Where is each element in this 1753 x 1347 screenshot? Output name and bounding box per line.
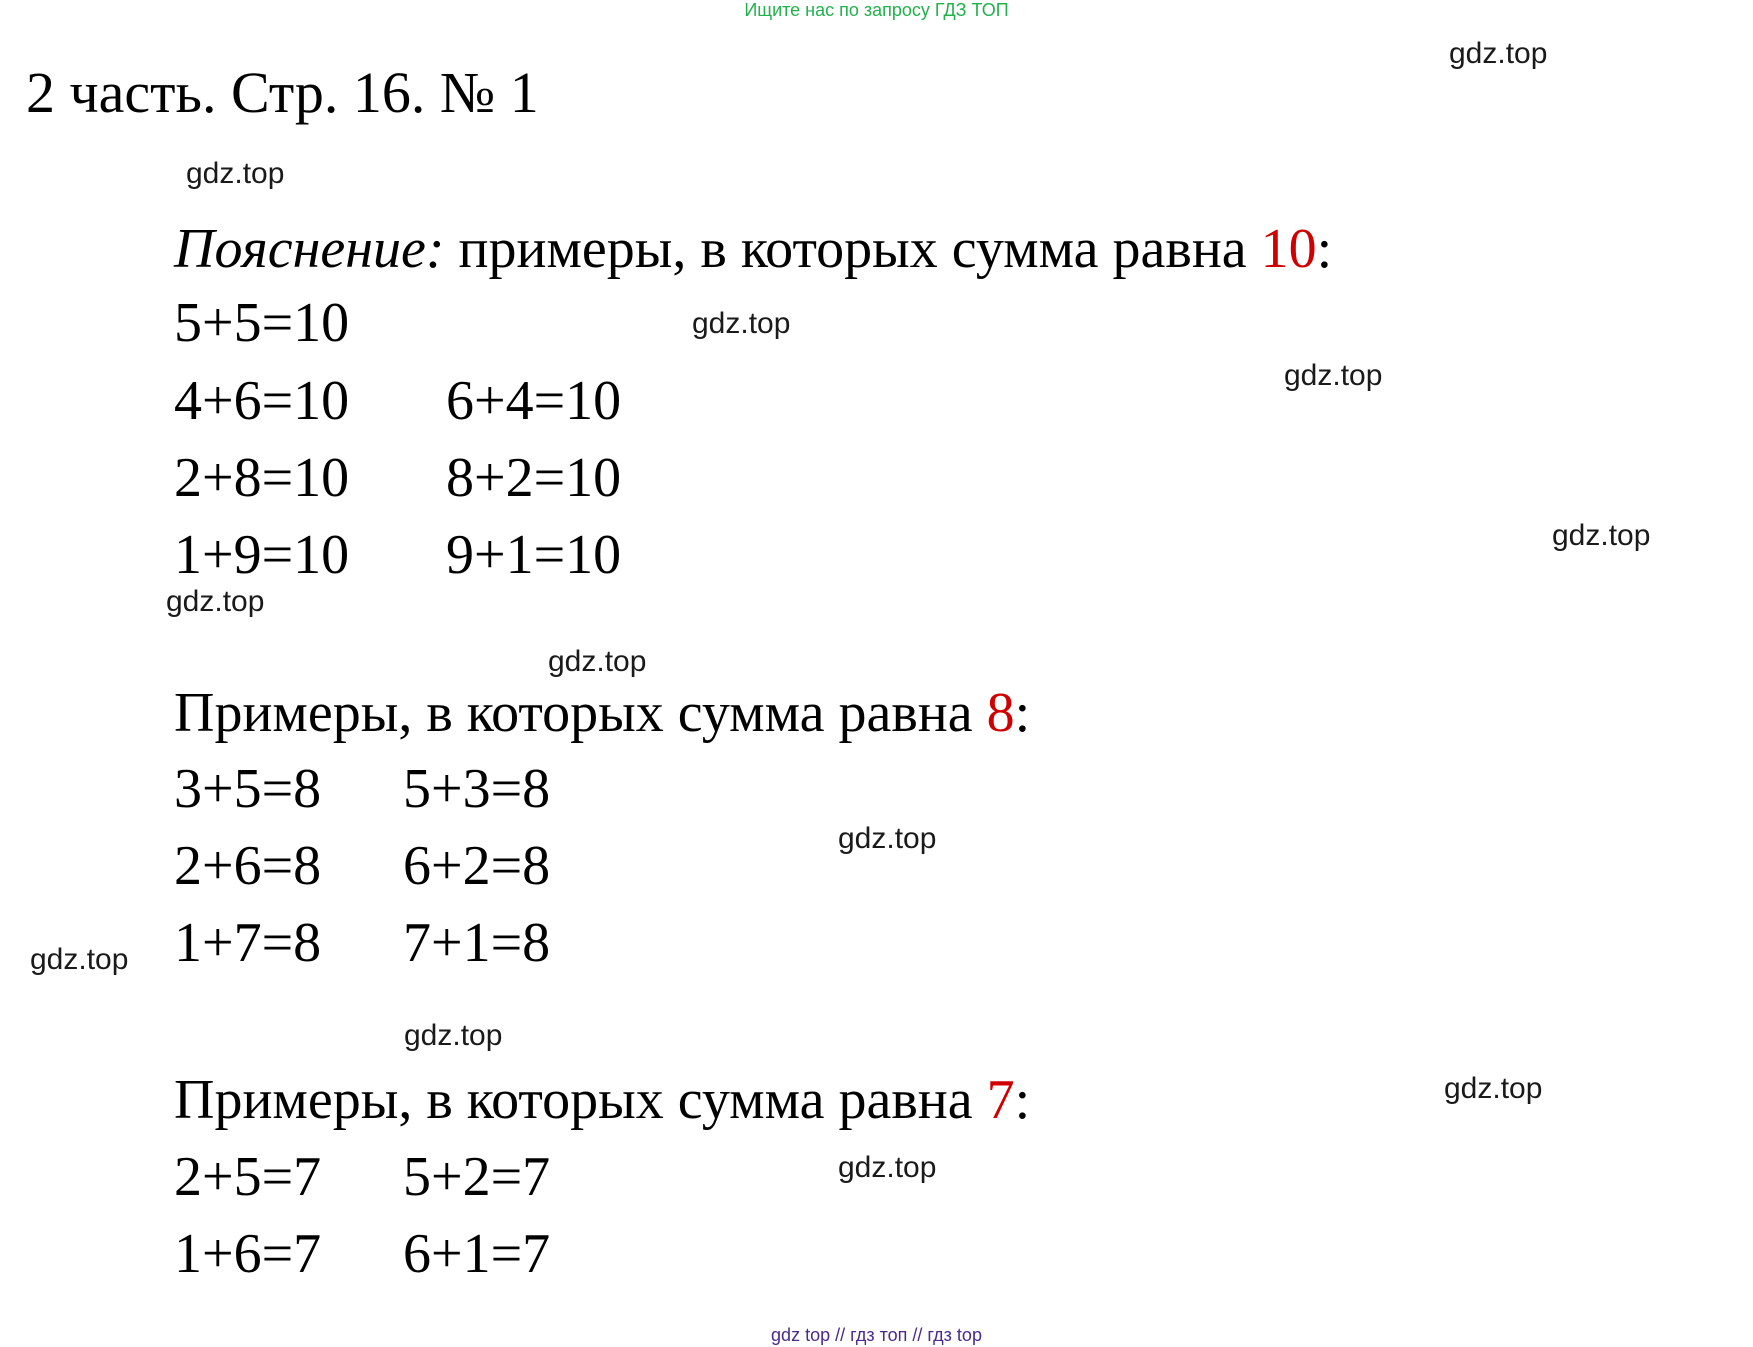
equation: 1+6=7 [174,1223,322,1285]
watermark: gdz.top [1284,359,1383,392]
equation: 6+4=10 [446,370,622,432]
equation: 5+5=10 [174,292,350,354]
watermark: gdz.top [838,822,937,855]
section-8-heading [174,680,1030,746]
section-7-heading [174,1067,1030,1133]
watermark: gdz.top [404,1019,503,1052]
section-8-number: 8 [986,682,1015,744]
explanation-label: Пояснение: [174,218,445,280]
watermark: gdz.top [1444,1072,1543,1105]
equation: 5+2=7 [403,1146,551,1208]
equation: 2+6=8 [174,835,322,897]
section-7-text: Примеры, в которых сумма равна [174,1069,987,1131]
watermark: gdz.top [30,943,129,976]
watermark: gdz.top [186,157,285,190]
equation: 6+2=8 [403,835,551,897]
watermark: gdz.top [166,585,265,618]
section-10-number: 10 [1260,218,1317,280]
section-10-colon: : [1316,218,1333,280]
equation: 1+7=8 [174,912,322,974]
watermark: gdz.top [548,645,647,678]
section-10-heading [174,216,1332,282]
footer-links: gdz top // гдз топ // гдз top [771,1325,982,1345]
equation: 6+1=7 [403,1223,551,1285]
section-8-colon: : [1014,682,1031,744]
equation: 5+3=8 [403,758,551,820]
top-note: Ищите нас по запросу ГДЗ ТОП [744,0,1009,20]
equation: 2+5=7 [174,1146,322,1208]
watermark: gdz.top [692,307,791,340]
section-8-text: Примеры, в которых сумма равна [174,682,987,744]
page-title: 2 часть. Стр. 16. № 1 [26,60,539,125]
watermark: gdz.top [838,1151,937,1184]
section-7-colon: : [1014,1069,1031,1131]
equation: 9+1=10 [446,524,622,586]
section-7-number: 7 [986,1069,1015,1131]
equation: 2+8=10 [174,447,350,509]
equation: 3+5=8 [174,758,322,820]
watermark: gdz.top [1449,37,1548,70]
equation: 7+1=8 [403,912,551,974]
watermark: gdz.top [1552,519,1651,552]
equation: 8+2=10 [446,447,622,509]
equation: 4+6=10 [174,370,350,432]
section-10-text: примеры, в которых сумма равна [444,218,1261,280]
equation: 1+9=10 [174,524,350,586]
